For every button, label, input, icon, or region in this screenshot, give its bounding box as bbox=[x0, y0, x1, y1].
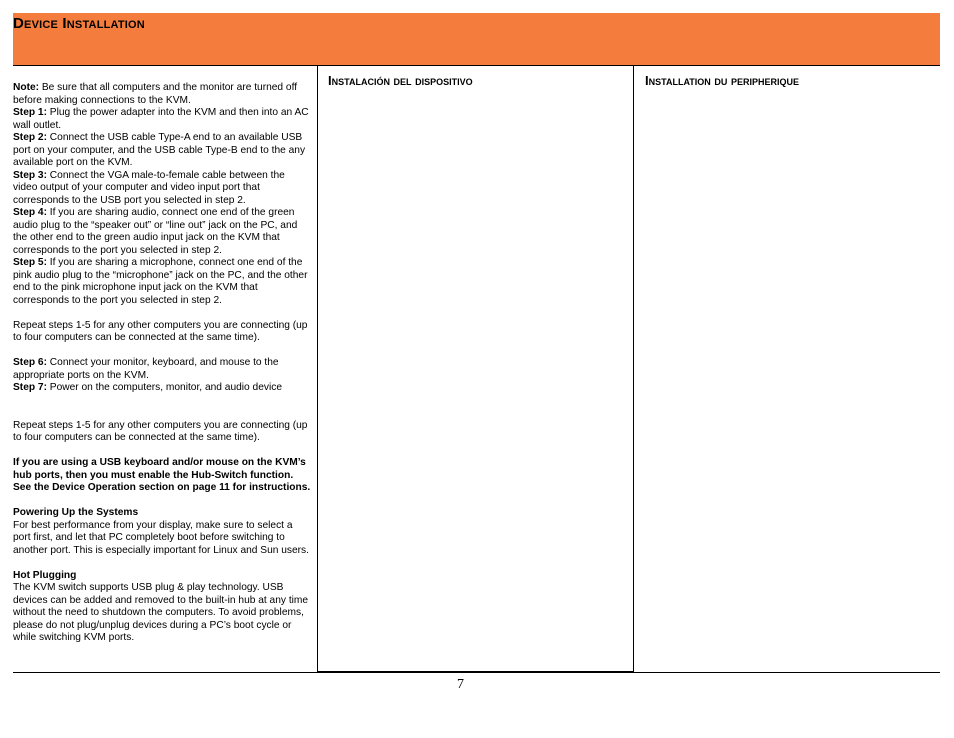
english-column bbox=[13, 82, 311, 645]
step-1: Step 1: Plug the power adapter into the KVM and then into an AC wall outlet. bbox=[13, 107, 309, 131]
bottom-divider bbox=[13, 672, 940, 673]
note-paragraph: Note: Be sure that all computers and the monitor are turned off before making connections to the KVM. bbox=[13, 82, 298, 106]
header-bar bbox=[13, 13, 940, 65]
hot-plugging-text: The KVM switch supports USB plug & play technology. USB devices can be added and removed to the built-in hub at any time without the need to shutdown the computers. To avoid problems, please do not plug/unplug devices during a PC’s boot cycle or while switching KVM ports. bbox=[13, 582, 309, 643]
powering-text: For best performance from your display, make sure to select a port first, and let that PC completely boot before switching to another port. This is especially important for Linux and Sun users. bbox=[13, 519, 309, 556]
repeat-note-2: Repeat steps 1-5 for any other computers you are connecting (up to four computers can be connected at the same time). bbox=[13, 419, 308, 443]
step-4: Step 4: If you are sharing audio, connect one end of the green audio plug to the “speaker out” or “line out” jack on the PC, and the other end to the green audio input jack on the KVM that corresponds to the port you selected in step 2. bbox=[13, 207, 298, 256]
spanish-title: Instalación del dispositivo bbox=[328, 73, 473, 88]
page-number: 7 bbox=[457, 677, 464, 692]
repeat-note-1: Repeat steps 1-5 for any other computers you are connecting (up to four computers can be connected at the same time). bbox=[13, 319, 308, 343]
step-7: Step 7: Power on the computers, monitor, and audio device bbox=[13, 382, 282, 393]
spanish-column-box bbox=[317, 66, 634, 672]
step-2: Step 2: Connect the USB cable Type-A end to an available USB port on your computer, and the USB cable Type-B end to the any available port on the KVM. bbox=[13, 132, 306, 168]
french-title: Installation du peripherique bbox=[645, 73, 800, 88]
step-3: Step 3: Connect the VGA male-to-female cable between the video output of your computer and video input port that corresponds to the USB port you selected in step 2. bbox=[13, 169, 285, 206]
powering-title: Powering Up the Systems bbox=[13, 507, 139, 518]
page-title: Device Installation bbox=[13, 15, 145, 32]
step-5: Step 5: If you are sharing a microphone, connect one end of the pink audio plug to the “microphone” jack on the PC, and the other end to the pink microphone input jack on the KVM that corresponds to the port you selected in step 2. bbox=[13, 257, 308, 306]
step-6: Step 6: Connect your monitor, keyboard, and mouse to the appropriate ports on the KVM. bbox=[13, 357, 279, 381]
usb-hub-note: If you are using a USB keyboard and/or mouse on the KVM’s hub ports, then you must enable the Hub-Switch function. See the Device Operation section on page 11 for instructions. bbox=[13, 457, 311, 493]
hot-plugging-title: Hot Plugging bbox=[13, 569, 77, 581]
